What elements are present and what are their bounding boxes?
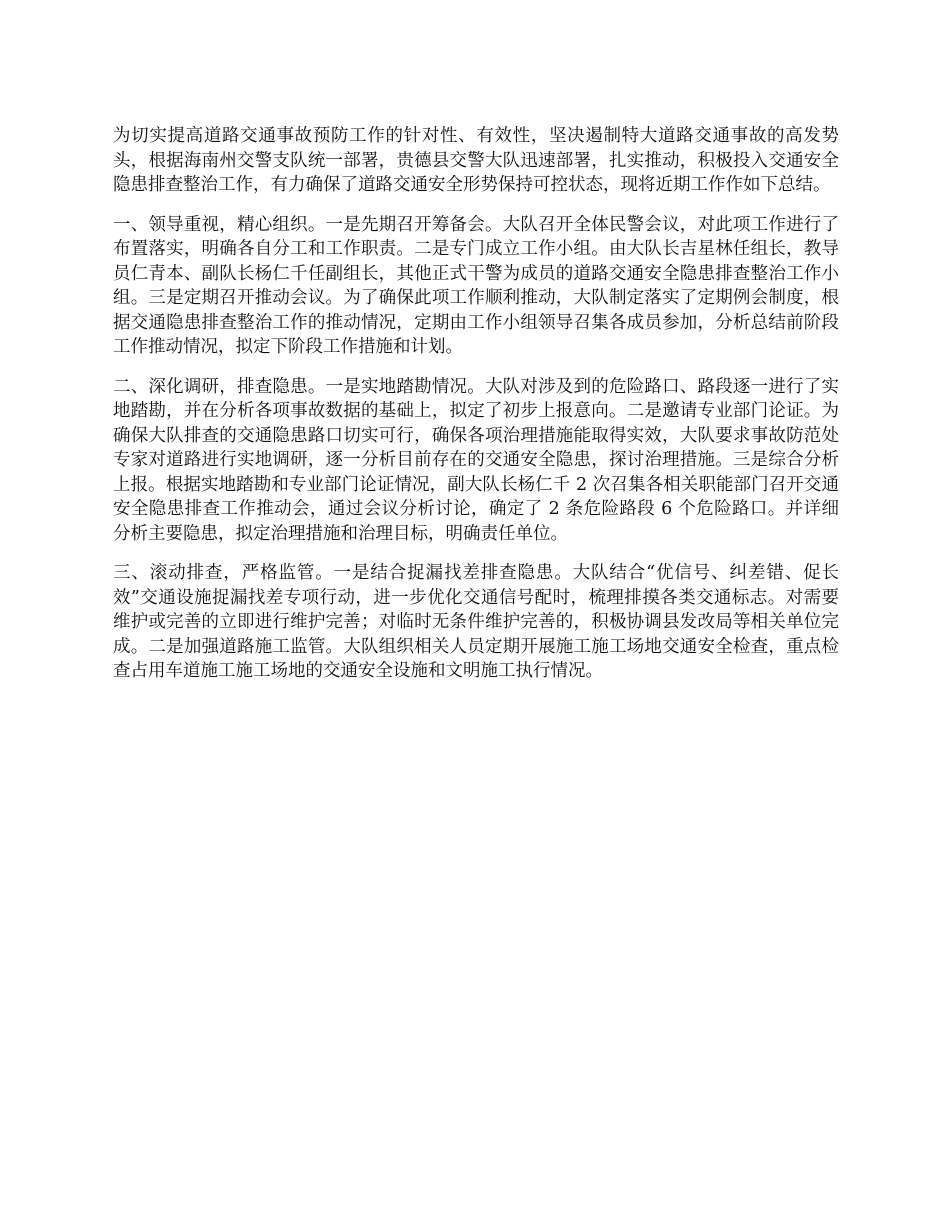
document-body — [113, 124, 839, 699]
paragraph-section-1: 一、领导重视，精心组织。一是先期召开筹备会。大队召开全体民警会议，对此项工作进行了布置落实，明确各自分工和工作职责。二是专门成立工作小组。由大队长吉星林任组长，教导员仁青本、副队长杨仁千任副组长，其他正式干警为成员的道路交通安全隐患排查整治工作小组。三是定期召开推动会议。为了确保此项工作顺利推动，大队制定落实了定期例会制度，根据交通隐患排查整治工作的推动情况，定期由工作小组领导召集各成员参加，分析总结前阶段工作推动情况，拟定下阶段工作措施和计划。 — [113, 214, 839, 357]
paragraph-intro: 为切实提高道路交通事故预防工作的针对性、有效性，坚决遏制特大道路交通事故的高发势头，根据海南州交警支队统一部署，贵德县交警大队迅速部署，扎实推动，积极投入交通安全隐患排查整治工作，有力确保了道路交通安全形势保持可控状态，现将近期工作作如下总结。 — [113, 126, 839, 195]
paragraph-section-2: 二、深化调研，排查隐患。一是实地踏勘情况。大队对涉及到的危险路口、路段逐一进行了实地踏勘，并在分析各项事故数据的基础上，拟定了初步上报意向。二是邀请专业部门论证。为确保大队排查的交通隐患路口切实可行，确保各项治理措施能取得实效，大队要求事故防范处专家对道路进行实地调研，逐一分析目前存在的交通安全隐患，探讨治理措施。三是综合分析上报。根据实地踏勘和专业部门论证情况，副大队长杨仁千 2 次召集各相关职能部门召开交通安全隐患排查工作推动会，通过会议分析讨论，确定了 2 条危险路段 6 个危险路口。并详细分析主要隐患，拟定治理措施和治理目标，明确责任单位。 — [113, 376, 839, 544]
paragraph-section-3: 三、滚动排查，严格监管。一是结合捉漏找差排查隐患。大队结合“优信号、纠差错、促长效”交通设施捉漏找差专项行动，进一步优化交通信号配时，梳理排摸各类交通标志。对需要维护或完善的立即进行维护完善；对临时无条件维护完善的，积极协调县发改局等相关单位完成。二是加强道路施工监管。大队组织相关人员定期开展施工施工场地交通安全检查，重点检查占用车道施工施工场地的交通安全设施和文明施工执行情况。 — [113, 563, 839, 681]
